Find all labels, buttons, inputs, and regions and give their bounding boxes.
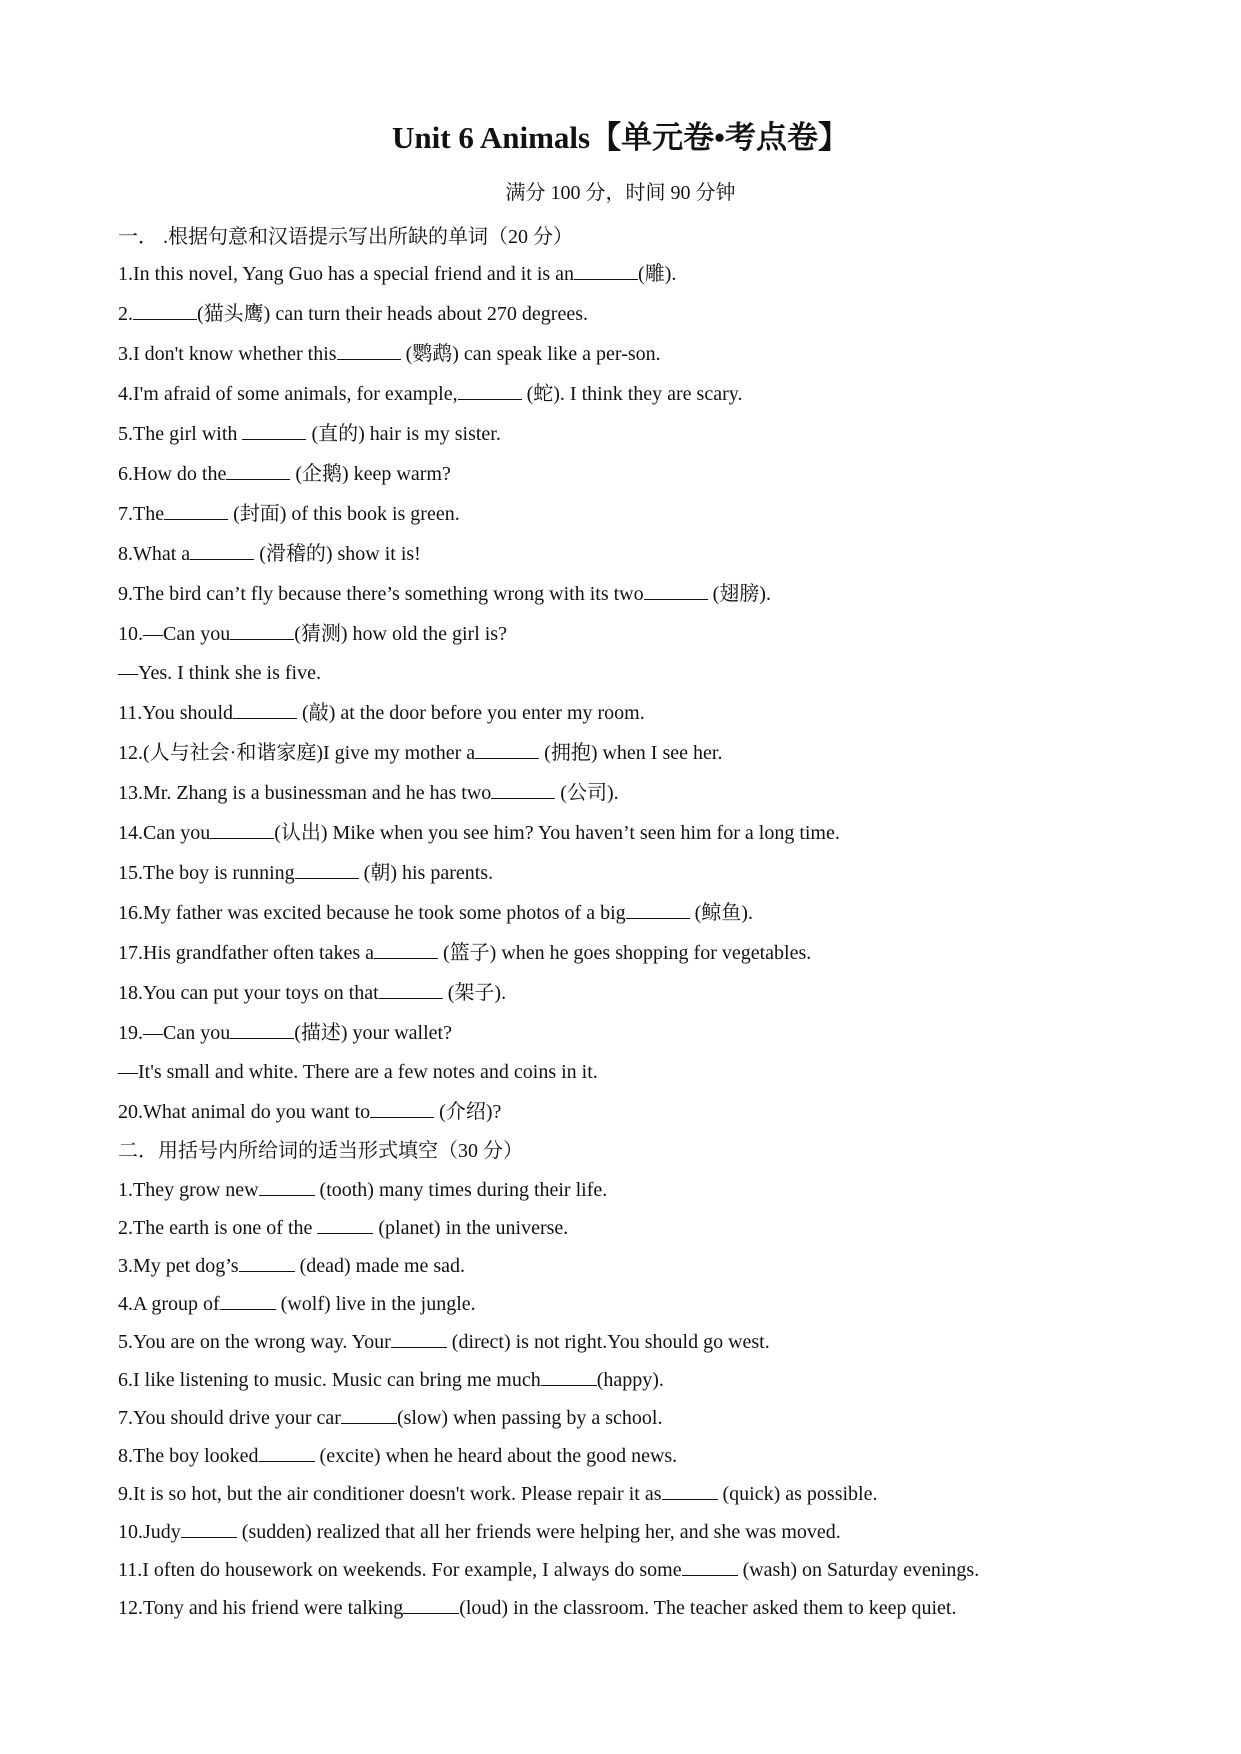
answer-blank[interactable] (220, 1291, 276, 1310)
answer-line (118, 658, 321, 688)
question-line (118, 898, 753, 928)
question-text: 19.—Can you (118, 1022, 231, 1044)
answer-blank[interactable] (259, 1177, 315, 1196)
question-line (118, 619, 507, 649)
question-line (118, 1251, 465, 1281)
question-line (118, 1289, 476, 1319)
answer-text: —It's small and white. There are a few notes and coins in it. (118, 1061, 598, 1083)
answer-blank[interactable] (458, 381, 522, 400)
question-hint: (tooth) many times during their life. (314, 1179, 608, 1201)
question-text: 17.His grandfather often takes a (118, 942, 375, 964)
question-line (118, 1593, 956, 1623)
question-line (118, 1018, 452, 1048)
question-hint: (鲸鱼). (689, 902, 753, 924)
answer-text: —Yes. I think she is five. (118, 662, 321, 684)
question-line (118, 938, 811, 968)
answer-blank[interactable] (242, 421, 306, 440)
answer-blank[interactable] (626, 900, 690, 919)
question-hint: (dead) made me sad. (294, 1255, 466, 1277)
question-hint: (quick) as possible. (717, 1483, 878, 1505)
question-line (118, 978, 506, 1008)
question-hint: (direct) is not right.You should go west. (446, 1331, 770, 1353)
question-text: 12.Tony and his friend were talking (118, 1597, 404, 1619)
question-hint: (篮子) when he goes shopping for vegetables. (438, 942, 812, 964)
question-hint: (认出) Mike when you see him? You haven’t seen him for a long time. (274, 822, 840, 844)
question-line (118, 1327, 770, 1357)
question-line (118, 698, 645, 728)
page-subtitle: 满分 100 分，时间 90 分钟 (505, 182, 736, 204)
question-hint: (鹦鹉) can speak like a per-son. (400, 343, 661, 365)
question-line (118, 1441, 677, 1471)
question-text: 12.(人与社会·和谐家庭)I give my mother a (118, 742, 476, 764)
question-hint: (wolf) live in the jungle. (275, 1293, 476, 1315)
question-text: 10.—Can you (118, 623, 231, 645)
question-hint: (蛇). I think they are scary. (521, 383, 743, 405)
answer-blank[interactable] (379, 980, 443, 999)
question-hint: (封面) of this book is green. (228, 503, 460, 525)
question-text: 4.A group of (118, 1293, 220, 1315)
question-line (118, 1175, 607, 1205)
question-hint: (wash) on Saturday evenings. (737, 1559, 980, 1581)
question-line (118, 379, 742, 409)
question-text: 9.It is so hot, but the air conditioner doesn't work. Please repair it as (118, 1483, 662, 1505)
question-line (118, 259, 676, 289)
question-line (118, 1479, 877, 1509)
question-hint: (excite) when he heard about the good news. (314, 1445, 678, 1467)
answer-blank[interactable] (317, 1215, 373, 1234)
answer-blank[interactable] (230, 621, 294, 640)
question-hint: (拥抱) when I see her. (539, 742, 723, 764)
question-line (118, 778, 619, 808)
question-text: 7.The (118, 503, 165, 525)
answer-blank[interactable] (475, 740, 539, 759)
question-hint: (描述) your wallet? (294, 1022, 452, 1044)
answer-blank[interactable] (491, 780, 555, 799)
question-hint: (loud) in the classroom. The teacher asked them to keep quiet. (459, 1597, 957, 1619)
question-hint: (敲) at the door before you enter my room. (297, 702, 645, 724)
question-hint: (slow) when passing by a school. (396, 1407, 663, 1429)
answer-line (118, 1057, 598, 1087)
question-text: 4.I'm afraid of some animals, for example, (118, 383, 458, 405)
answer-blank[interactable] (374, 940, 438, 959)
question-line (118, 339, 661, 369)
answer-blank[interactable] (164, 501, 228, 520)
question-hint: (猫头鹰) can turn their heads about 270 degrees. (197, 303, 588, 325)
answer-blank[interactable] (391, 1329, 447, 1348)
question-line (118, 738, 722, 768)
answer-blank[interactable] (370, 1099, 434, 1118)
question-hint: (直的) hair is my sister. (306, 423, 501, 445)
question-line (118, 539, 421, 569)
question-hint: (公司). (555, 782, 619, 804)
question-line (118, 1403, 662, 1433)
question-text: 7.You should drive your car (118, 1407, 341, 1429)
answer-blank[interactable] (233, 700, 297, 719)
answer-blank[interactable] (337, 341, 401, 360)
question-text: 18.You can put your toys on that (118, 982, 379, 1004)
answer-blank[interactable] (682, 1557, 738, 1576)
question-text: 2. (118, 303, 133, 325)
answer-blank[interactable] (644, 581, 708, 600)
question-text: 3.My pet dog’s (118, 1255, 239, 1277)
answer-blank[interactable] (295, 860, 359, 879)
answer-blank[interactable] (181, 1519, 237, 1538)
question-hint: (happy). (596, 1369, 664, 1391)
question-line (118, 1517, 841, 1547)
question-line (118, 818, 840, 848)
question-line (118, 459, 451, 489)
question-text: 8.The boy looked (118, 1445, 259, 1467)
answer-blank[interactable] (190, 541, 254, 560)
answer-blank[interactable] (541, 1367, 597, 1386)
question-text: 20.What animal do you want to (118, 1101, 371, 1123)
question-line (118, 499, 460, 529)
section-2-heading: 二．用括号内所给词的适当形式填空（30 分） (118, 1140, 523, 1162)
question-text: 9.The bird can’t fly because there’s something wrong with its two (118, 583, 644, 605)
answer-blank[interactable] (341, 1405, 397, 1424)
question-text: 8.What a (118, 543, 191, 565)
section-1-heading: 一． .根据句意和汉语提示写出所缺的单词（20 分） (118, 226, 573, 248)
question-text: 15.The boy is running (118, 862, 295, 884)
answer-blank[interactable] (574, 261, 638, 280)
question-line (118, 1555, 979, 1585)
question-hint: (sudden) realized that all her friends were helping her, and she was moved. (236, 1521, 841, 1543)
page-title: Unit 6 Animals【单元卷•考点卷】 (392, 120, 849, 155)
question-hint: (企鹅) keep warm? (290, 463, 451, 485)
answer-blank[interactable] (133, 301, 197, 320)
question-text: 14.Can you (118, 822, 211, 844)
question-hint: (雕). (638, 263, 677, 285)
question-line (118, 419, 501, 449)
question-text: 3.I don't know whether this (118, 343, 337, 365)
question-text: 2.The earth is one of the (118, 1217, 318, 1239)
question-text: 1.They grow new (118, 1179, 259, 1201)
question-text: 11.I often do housework on weekends. For example, I always do some (118, 1559, 682, 1581)
answer-blank[interactable] (259, 1443, 315, 1462)
answer-blank[interactable] (239, 1253, 295, 1272)
question-line (118, 1365, 664, 1395)
answer-blank[interactable] (403, 1595, 459, 1614)
question-hint: (滑稽的) show it is! (254, 543, 421, 565)
question-text: 10.Judy (118, 1521, 181, 1543)
answer-blank[interactable] (226, 461, 290, 480)
question-line (118, 579, 771, 609)
question-text: 5.You are on the wrong way. Your (118, 1331, 391, 1353)
question-text: 1.In this novel, Yang Guo has a special friend and it is an (118, 263, 575, 285)
question-line (118, 858, 493, 888)
question-text: 6.How do the (118, 463, 227, 485)
question-hint: (朝) his parents. (358, 862, 494, 884)
question-hint: (planet) in the universe. (373, 1217, 569, 1239)
question-hint: (架子). (442, 982, 507, 1004)
question-line (118, 1097, 501, 1127)
answer-blank[interactable] (230, 1020, 294, 1039)
answer-blank[interactable] (210, 820, 274, 839)
question-text: 6.I like listening to music. Music can bring me much (118, 1369, 541, 1391)
question-text: 13.Mr. Zhang is a businessman and he has two (118, 782, 492, 804)
question-hint: (猜测) how old the girl is? (294, 623, 507, 645)
question-line (118, 1213, 568, 1243)
answer-blank[interactable] (662, 1481, 718, 1500)
question-text: 16.My father was excited because he took some photos of a big (118, 902, 626, 924)
question-hint: (介绍)? (434, 1101, 502, 1123)
question-hint: (翅膀). (707, 583, 771, 605)
question-text: 5.The girl with (118, 423, 243, 445)
question-line (118, 299, 588, 329)
question-text: 11.You should (118, 702, 234, 724)
